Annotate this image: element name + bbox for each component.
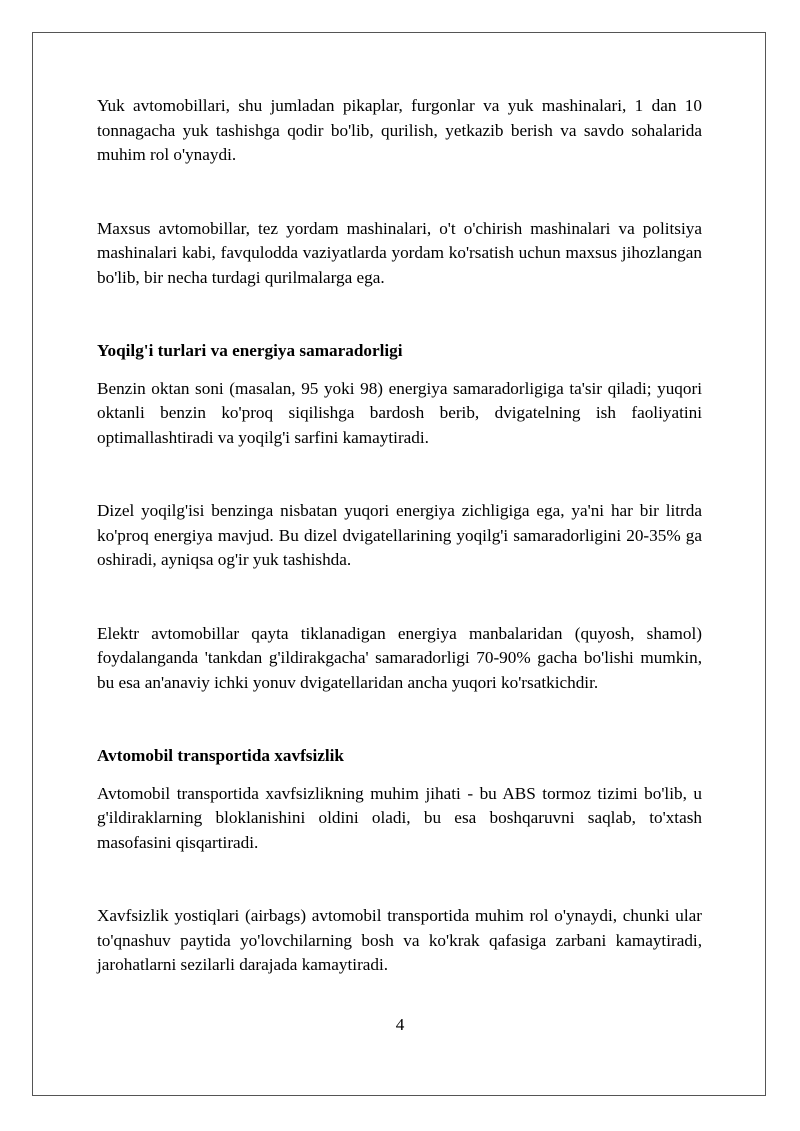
heading-spacer xyxy=(97,364,702,377)
section-heading-fuel: Yoqilg'i turlari va energiya samaradorligi xyxy=(97,341,403,360)
paragraph-airbags: Xavfsizlik yostiqlari (airbags) avtomobil transportida muhim rol o'ynaydi, chunki ular to'qnashuv paytida yo'lovchilarning bosh va ko'krak qafasiga zarbani kamaytiradi, jarohatlarni sezilarli darajada kamaytiradi. xyxy=(97,906,702,974)
paragraph-spacer xyxy=(97,573,702,622)
paragraph-spacer xyxy=(97,695,702,744)
paragraph-gasoline-octane: Benzin oktan soni (masalan, 95 yoki 98) energiya samaradorligiga ta'sir qiladi; yuqori oktanli benzin ko'proq siqilishga bardosh berib, dvigatelning ish faoliyatini optimallashtiradi va yoqilg'i sarfini kamaytiradi. xyxy=(97,378,702,447)
document-body xyxy=(97,94,702,978)
paragraph-diesel: Dizel yoqilg'isi benzinga nisbatan yuqori energiya zichligiga ega, ya'ni har bir litrda ko'proq energiya mavjud. Bu dizel dvigatellarining yoqilg'i samaradorligini 20-35% ga oshiradi, ayniqsa og'ir yuk tashishda. xyxy=(97,501,702,569)
paragraph-spacer xyxy=(97,855,702,904)
paragraph-trucks: Yuk avtomobillari, shu jumladan pikaplar, furgonlar va yuk mashinalari, 1 dan 10 tonnagacha yuk tashishga qodir bo'lib, qurilish, yetkazib berish va savdo sohalarida muhim rol o'ynaydi. xyxy=(97,96,702,164)
paragraph-spacer xyxy=(97,290,702,339)
paragraph-electric: Elektr avtomobillar qayta tiklanadigan energiya manbalaridan (quyosh, shamol) foydalanganda 'tankdan g'ildirakgacha' samaradorligi 70-90% gacha bo'lishi mumkin, bu esa an'anaviy ichki yonuv dvigatellaridan ancha yuqori ko'rsatkichdir. xyxy=(97,623,702,692)
paragraph-spacer xyxy=(97,168,702,217)
page-number: 4 xyxy=(395,1015,405,1034)
heading-spacer xyxy=(97,769,702,782)
paragraph-spacer xyxy=(97,450,702,499)
paragraph-special-vehicles: Maxsus avtomobillar, tez yordam mashinalari, o't o'chirish mashinalari va politsiya mashinalari kabi, favqulodda vaziyatlarda yordam ko'rsatish uchun maxsus jihozlangan bo'lib, bir necha turdagi qurilmalarga ega. xyxy=(97,218,702,287)
paragraph-abs: Avtomobil transportida xavfsizlikning muhim jihati - bu ABS tormoz tizimi bo'lib, u g'ildiraklarning bloklanishini oldini oladi, bu esa boshqaruvni saqlab, to'xtash masofasini qisqartiradi. xyxy=(97,783,702,852)
section-heading-safety: Avtomobil transportida xavfsizlik xyxy=(97,746,344,765)
